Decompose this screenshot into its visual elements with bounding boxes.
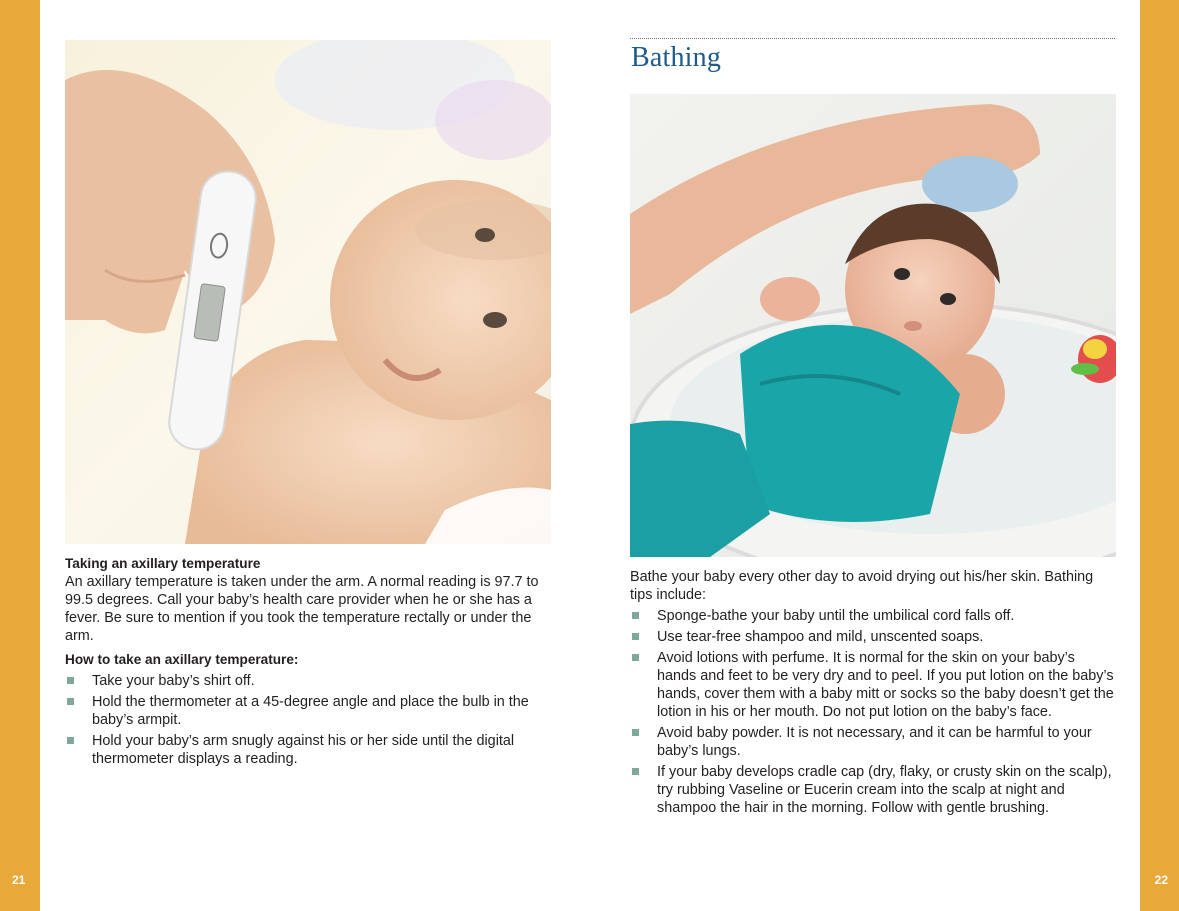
list-item: Use tear-free shampoo and mild, unscented soaps. bbox=[630, 628, 1116, 646]
bathing-baby-photo bbox=[630, 94, 1116, 557]
bullet-square-icon bbox=[67, 698, 74, 705]
bullet-square-icon bbox=[632, 729, 639, 736]
list-item: If your baby develops cradle cap (dry, flaky, or crusty skin on the scalp), try rubbing Vaseline or Eucerin cream into the scalp at night and shampoo the hair in the morning. Follow with gentle brushing. bbox=[630, 763, 1116, 817]
bullet-square-icon bbox=[67, 737, 74, 744]
bullet-square-icon bbox=[632, 633, 639, 640]
bathing-tips-list bbox=[630, 607, 1116, 817]
list-item: Sponge-bathe your baby until the umbilical cord falls off. bbox=[630, 607, 1116, 625]
page-title: Bathing bbox=[631, 42, 722, 73]
right-text-column bbox=[630, 568, 1116, 820]
right-accent-bar bbox=[1140, 0, 1179, 911]
axillary-paragraph: An axillary temperature is taken under the arm. A normal reading is 97.7 to 99.5 degrees. Call your baby’s health care provider when he or she has a fever. Be sure to mention if you took the temperature rectally or under the arm. bbox=[65, 574, 539, 644]
heading-rule bbox=[630, 38, 1115, 39]
thermometer-baby-photo bbox=[65, 40, 551, 544]
list-item: Avoid lotions with perfume. It is normal for the skin on your baby’s hands and feet to be very dry and to peel. If you put lotion on the baby’s hands, cover them with a baby mitt or socks so the baby doesn’t get the lotion in his or her mouth. Do not put lotion on the baby’s face. bbox=[630, 649, 1116, 721]
list-item: Hold the thermometer at a 45-degree angle and place the bulb in the baby’s armpit. bbox=[65, 693, 551, 729]
bullet-square-icon bbox=[632, 612, 639, 619]
page-number-right: 22 bbox=[1154, 873, 1168, 887]
how-to-list bbox=[65, 672, 551, 768]
subhead-how-to: How to take an axillary temperature: bbox=[65, 652, 299, 667]
bathing-intro: Bathe your baby every other day to avoid drying out his/her skin. Bathing tips include: bbox=[630, 569, 1094, 603]
list-item: Hold your baby’s arm snugly against his or her side until the digital thermometer displays a reading. bbox=[65, 732, 551, 768]
list-item: Avoid baby powder. It is not necessary, and it can be harmful to your baby’s lungs. bbox=[630, 724, 1116, 760]
bullet-square-icon bbox=[67, 677, 74, 684]
page-number-left: 21 bbox=[12, 873, 26, 887]
left-accent-bar bbox=[0, 0, 40, 911]
list-item: Take your baby’s shirt off. bbox=[65, 672, 551, 690]
left-text-column bbox=[65, 555, 551, 771]
subhead-axillary: Taking an axillary temperature bbox=[65, 556, 261, 571]
bullet-square-icon bbox=[632, 768, 639, 775]
bullet-square-icon bbox=[632, 654, 639, 661]
